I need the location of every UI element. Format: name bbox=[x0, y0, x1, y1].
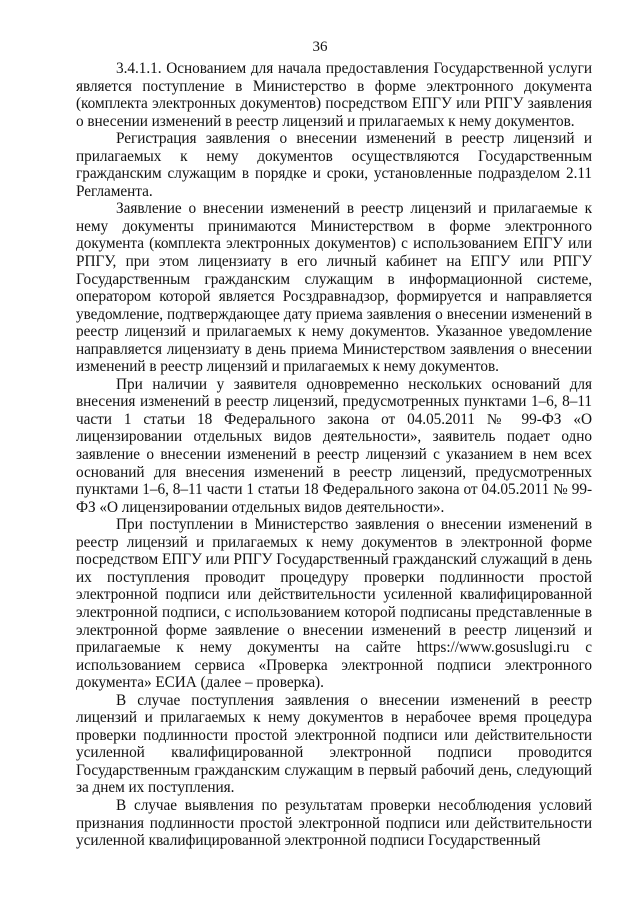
paragraph-multiple-grounds: При наличии у заявителя одновременно нескольких оснований для внесения изменений в реестр лицензий, предусмотренных пунктами 1–6, 8–11 части 1 статьи 18 Федерального закона от 04.05.2011 № 99-ФЗ «О лицензировании отдельных видов деятельности», заявитель подает одно заявление о внесении изменений в реестр лицензий с указанием в нем всех оснований для внесения изменений в реестр лицензий, предусмотренных пунктами 1–6, 8–11 части 1 статьи 18 Федерального закона от 04.05.2011 № 99-ФЗ «О лицензировании отдельных видов деятельности». bbox=[76, 375, 592, 516]
paragraph-basis: 3.4.1.1. Основанием для начала предоставления Государственной услуги является поступление в Министерство в форме электронного документа (комплекта электронных документов) посредством ЕПГУ или РПГУ заявления о внесении изменений в реестр лицензий и прилагаемых к нему документов. bbox=[76, 60, 592, 130]
paragraph-acceptance: Заявление о внесении изменений в реестр лицензий и прилагаемые к нему документы принимаются Министерством в форме электронного документа (комплекта электронных документов) с использованием ЕПГУ или РПГУ, при этом лицензиату в его личный кабинет на ЕПГУ или РПГУ Государственным гражданским служащим в информационной системе, оператором которой является Росздравнадзор, формируется и направляется уведомление, подтверждающее дату приема заявления о внесении изменений в реестр лицензий и прилагаемых к нему документов. Указанное уведомление направляется лицензиату в день приема Министерством заявления о внесении изменений в реестр лицензий и прилагаемых к нему документов. bbox=[76, 200, 592, 376]
paragraph-registration: Регистрация заявления о внесении изменений в реестр лицензий и прилагаемых к нему документов осуществляются Государственным гражданским служащим в порядке и сроки, установленные подразделом 2.11 Регламента. bbox=[76, 130, 592, 200]
paragraph-verification-failure: В случае выявления по результатам проверки несоблюдения условий признания подлинности простой электронной подписи или действительности усиленной квалифицированной электронной подписи Государственный bbox=[76, 796, 592, 850]
paragraph-signature-check: При поступлении в Министерство заявления о внесении изменений в реестр лицензий и прилагаемых к нему документов в электронной форме посредством ЕПГУ или РПГУ Государственный гражданский служащий в день их поступления проводит процедуру проверки подлинности простой электронной подписи или действительности усиленной квалифицированной электронной подписи, с использованием которой подписаны представленные в электронной форме заявление о внесении изменений в реестр лицензий и прилагаемые к нему документы на сайте https://www.gosuslugi.ru с использованием сервиса «Проверка электронной подписи электронного документа» ЕСИА (далее – проверка). bbox=[76, 516, 592, 692]
page-number: 36 bbox=[312, 39, 328, 55]
document-body bbox=[76, 60, 592, 850]
paragraph-non-working-time: В случае поступления заявления о внесении изменений в реестр лицензий и прилагаемых к нему документов в нерабочее время процедура проверки подлинности простой электронной подписи или действительности усиленной квалифицированной электронной подписи проводится Государственным гражданским служащим в первый рабочий день, следующий за днем их поступления. bbox=[76, 691, 592, 797]
